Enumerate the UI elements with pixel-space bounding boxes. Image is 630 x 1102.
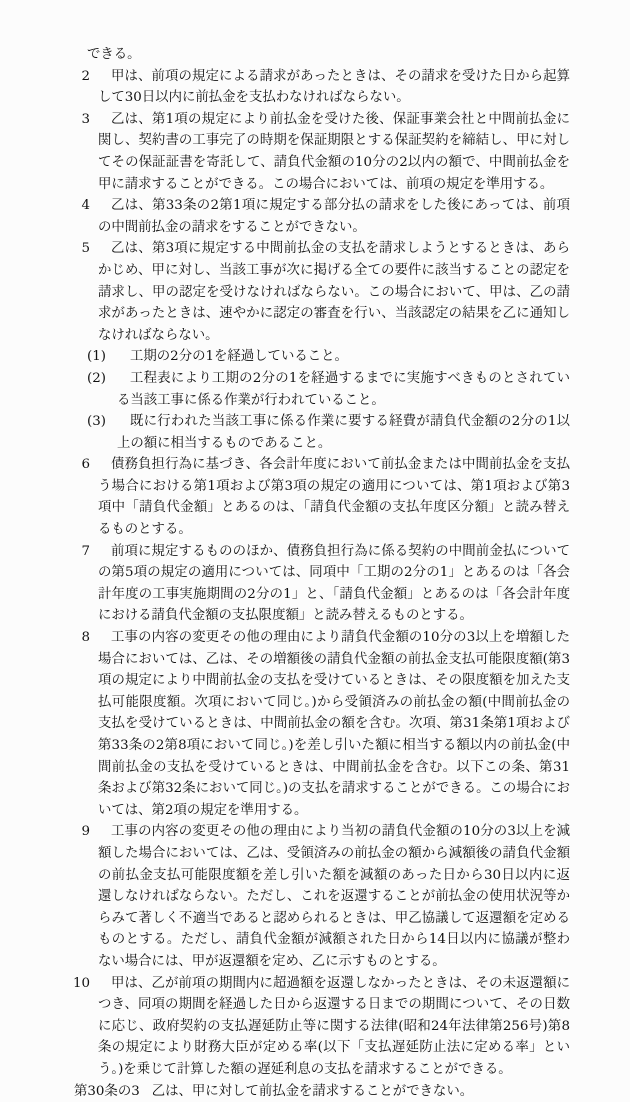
clause-item: [60, 627, 570, 821]
clause-text: 工事の内容の変更その他の理由により当初の請負代金額の10分の3以上を減額した場合においては、乙は、受領済みの前払金の額から減額後の請負代金額の前払金支払可能限度額を差し引いた額を減額のあった日から30日以内に返還しなければならない。ただし、これを返還することが前払金の使用状況等からみて著しく不適当であると認められるときは、甲乙協議して返還額を定めるものとする。ただし、請負代金額が減額された日から14日以内に協議が整わない場合には、甲が返還額を定め、乙に示すものとする。: [98, 824, 570, 969]
lead-paragraph: できる。: [60, 44, 570, 66]
clause-text: 債務負担行為に基づき、各会計年度において前払金または中間前払金を支払う場合における第1項および第3項の規定の適用については、第1項および第3項中「請負代金額」とあるのは、「請負代金額の支払年度区分額」と読み替えるものとする。: [98, 457, 570, 537]
subclause-item: [60, 368, 570, 411]
clause-text: 前項に規定するもののほか、債務負担行為に係る契約の中間前金払についての第5項の規定の適用については、同項中「工期の2分の1」とあるのは「各会計年度の工事実施期間の2分の1」と、「請負代金額」とあるのは「各会計年度における請負代金額の支払限度額」と読み替えるものとする。: [98, 544, 570, 624]
clause-item: [60, 195, 570, 238]
subclause-item: [60, 411, 570, 454]
article-label: 第30条の3: [74, 1084, 140, 1099]
subclause-marker: (2): [87, 368, 117, 390]
subclause-text: 工期の2分の1を経過していること。: [130, 349, 348, 364]
article-heading-line: [60, 1081, 570, 1102]
clause-marker: 7: [60, 541, 90, 563]
clause-marker: 8: [60, 627, 90, 649]
clause-item: [60, 66, 570, 109]
clause-marker: 4: [60, 195, 90, 217]
subclause-marker: (1): [87, 346, 117, 368]
clause-item: [60, 541, 570, 627]
subclause-text: 工程表により工期の2分の1を経過するまでに実施すべきものとされている当該工事に係る作業が行われていること。: [117, 371, 570, 408]
subclause-text: 既に行われた当該工事に係る作業に要する経費が請負代金額の2分の1以上の額に相当するものであること。: [117, 414, 570, 451]
clause-text: 甲は、乙が前項の期間内に超過額を返還しなかったときは、その未返還額につき、同項の期間を経過した日から返還する日までの期間について、その日数に応じ、政府契約の支払遅延防止等に関する法律(昭和24年法律第256号)第8条の規定により財務大臣が定める率(以下「支払遅延防止法に定める率」という。)を乗じて計算した額の遅延利息の支払を請求することができる。: [98, 976, 570, 1077]
document-body: [60, 44, 570, 1102]
clause-text: 乙は、第3項に規定する中間前払金の支払を請求しようとするときは、あらかじめ、甲に対し、当該工事が次に掲げる全ての要件に該当することの認定を請求し、甲の認定を受けなければならない。この場合において、甲は、乙の請求があったときは、速やかに認定の審査を行い、当該認定の結果を乙に通知しなければならない。: [98, 241, 570, 342]
clause-text: 乙は、第1項の規定により前払金を受けた後、保証事業会社と中間前払金に関し、契約書の工事完了の時期を保証期限とする保証契約を締結し、甲に対してその保証証書を寄託して、請負代金額の10分の2以内の額で、中間前払金を甲に請求することができる。この場合においては、前項の規定を準用する。: [98, 112, 570, 192]
clause-marker: 5: [60, 238, 90, 260]
article-text: 乙は、甲に対して前払金を請求することができない。: [152, 1084, 473, 1099]
clause-marker: 6: [60, 454, 90, 476]
clause-item: [60, 238, 570, 346]
subclause-item: [60, 346, 570, 368]
clause-item: [60, 109, 570, 195]
clause-text: 乙は、第33条の2第1項に規定する部分払の請求をした後にあっては、前項の中間前払金の請求をすることができない。: [98, 198, 570, 235]
clause-text: 工事の内容の変更その他の理由により請負代金額の10分の3以上を増額した場合においては、乙は、その増額後の請負代金額の前払金支払可能限度額(第3項の規定により中間前払金の支払を受けているときは、その限度額を加えた支払可能限度額。次項において同じ。)から受領済みの前払金の額(中間前払金の支払を受けているときは、中間前払金の額を含む。次項、第31条第1項および第33条の2第8項において同じ。)を差し引いた額に相当する額以内の前払金(中間前払金の支払を受けているときは、中間前払金を含む。以下この条、第31条および第32条において同じ。)の支払を請求することができる。この場合においては、第2項の規定を準用する。: [98, 630, 570, 818]
clause-marker: 3: [60, 109, 90, 131]
clause-marker: 10: [60, 973, 90, 995]
clause-marker: 2: [60, 66, 90, 88]
subclause-marker: (3): [87, 411, 117, 433]
clause-item: [60, 454, 570, 540]
clause-text: 甲は、前項の規定による請求があったときは、その請求を受けた日から起算して30日以内に前払金を支払わなければならない。: [98, 69, 570, 106]
clause-marker: 9: [60, 821, 90, 843]
clause-item: [60, 821, 570, 972]
clause-item: [60, 973, 570, 1081]
